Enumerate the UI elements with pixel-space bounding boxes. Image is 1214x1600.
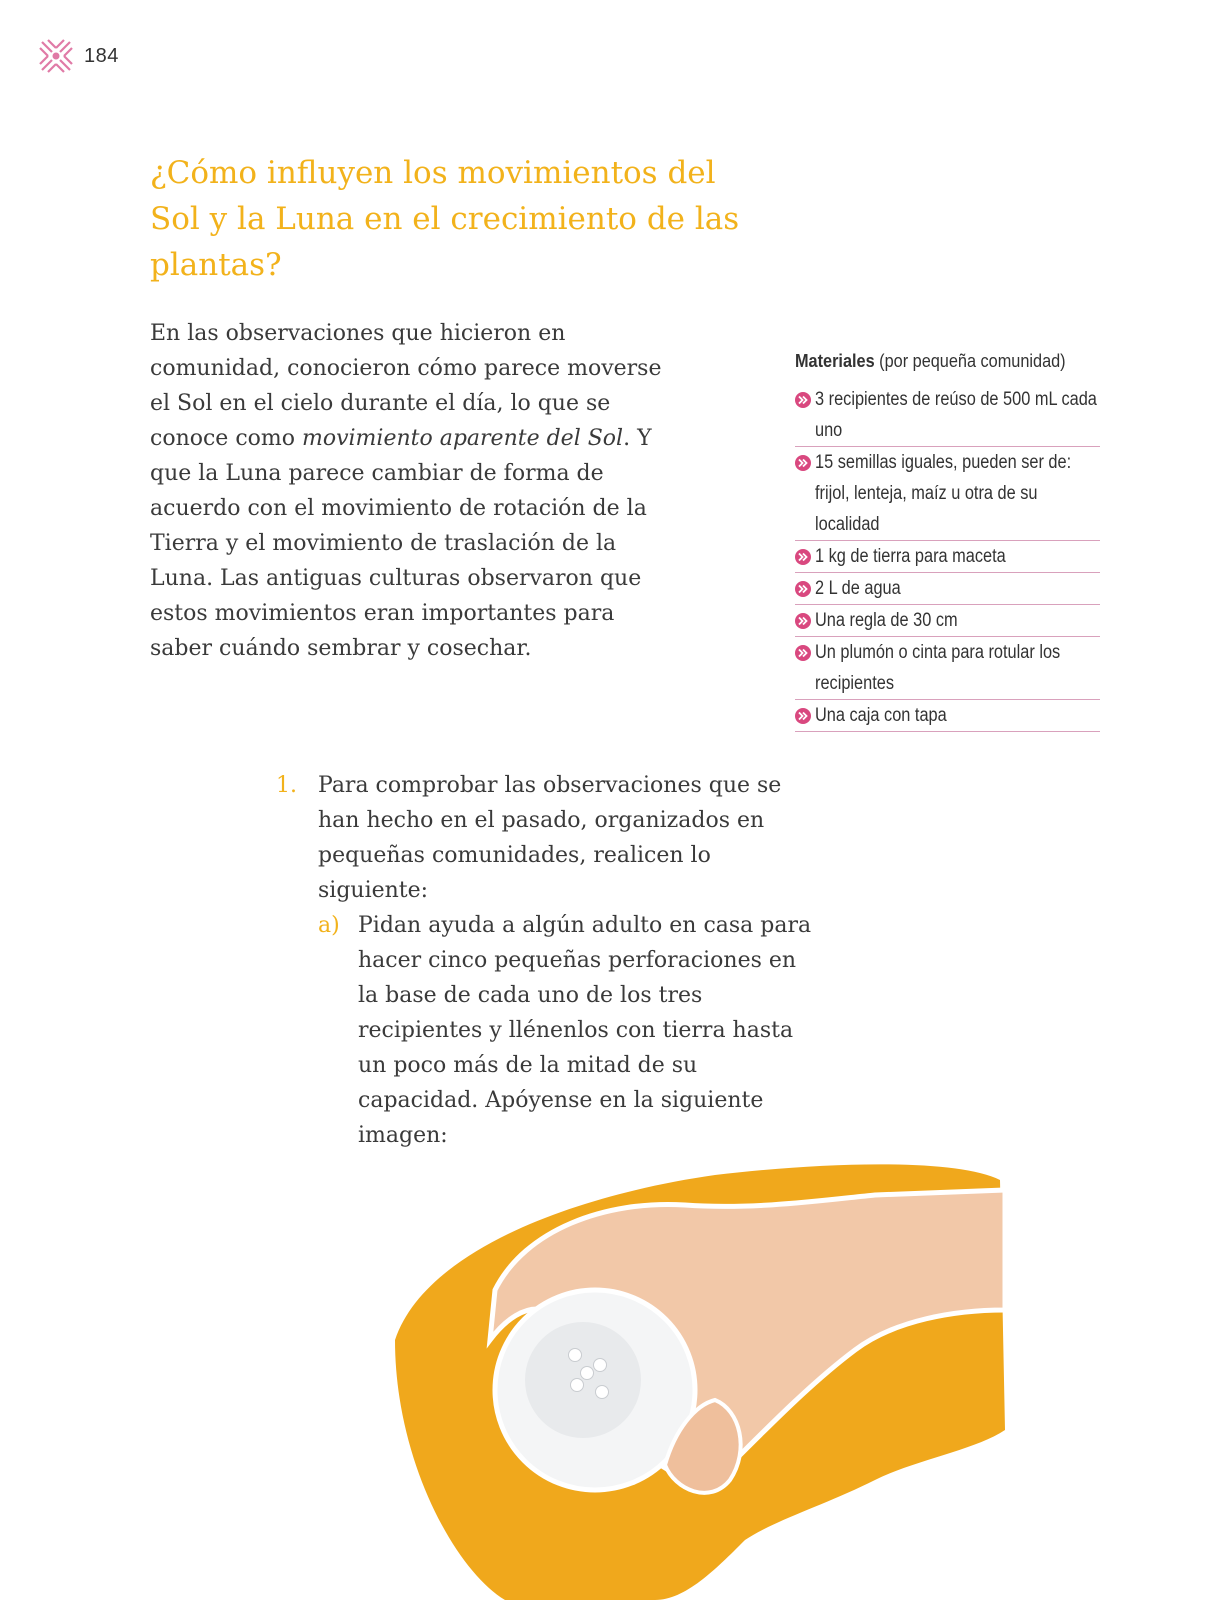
- page-title: ¿Cómo influyen los movimientos del Sol y la Luna en el crecimiento de las plantas?: [150, 155, 740, 283]
- page-header: [38, 38, 119, 74]
- intro-text-start: En las observaciones que hicieron en comunidad, conocieron cómo parece moverse el Sol en el cielo durante el día, lo que se conoce como: [150, 321, 662, 451]
- woven-star-ornament-icon: [38, 38, 74, 74]
- cup-hole: [581, 1367, 594, 1380]
- materials-item: [795, 605, 1100, 637]
- materials-item: [795, 700, 1100, 732]
- intro-paragraph: [150, 316, 670, 666]
- double-chevron-right-icon: [795, 581, 811, 597]
- double-chevron-right-icon: [795, 455, 811, 471]
- double-chevron-right-icon: [795, 392, 811, 408]
- materials-item-text: Una regla de 30 cm: [815, 610, 958, 631]
- materials-item-text: 15 semillas iguales, pueden ser de: frijol, lenteja, maíz u otra de su localidad: [815, 452, 1072, 535]
- materials-item-text: Un plumón o cinta para rotular los recipientes: [815, 642, 1061, 694]
- materials-item: [795, 573, 1100, 605]
- materials-subtitle: (por pequeña comunidad): [879, 350, 1066, 371]
- materials-item: [795, 384, 1100, 447]
- materials-item: [795, 447, 1100, 541]
- step-text: Para comprobar las observaciones que se han hecho en el pasado, organizados en pequeñas comunidades, realicen lo siguiente:: [318, 773, 782, 903]
- hand-holding-cup-illustration: [355, 1160, 1015, 1600]
- substep-letter: a): [318, 913, 340, 938]
- cup-hole: [571, 1379, 584, 1392]
- substep-a: [318, 908, 836, 1153]
- page-number: 184: [84, 44, 119, 67]
- materials-item-text: 2 L de agua: [815, 578, 901, 599]
- materials-item-text: 1 kg de tierra para maceta: [815, 546, 1006, 567]
- double-chevron-right-icon: [795, 613, 811, 629]
- cup-hole: [569, 1349, 582, 1362]
- intro-text-end: . Y que la Luna parece cambiar de forma de acuerdo con el movimiento de rotación de la Tierra y el movimiento de traslación de la Luna. Las antiguas culturas observaron que estos movimientos eran importantes para saber cuándo sembrar y cosechar.: [150, 426, 652, 661]
- materials-heading: [795, 350, 1066, 372]
- materials-box: [795, 350, 1100, 732]
- materials-item-text: Una caja con tapa: [815, 705, 947, 726]
- cup-hole: [594, 1359, 607, 1372]
- materials-list: [795, 384, 1100, 732]
- double-chevron-right-icon: [795, 708, 811, 724]
- materials-title: Materiales: [795, 350, 875, 371]
- double-chevron-right-icon: [795, 645, 811, 661]
- substep-text: Pidan ayuda a algún adulto en casa para hacer cinco pequeñas perforaciones en la base de cada uno de los tres recipientes y llénenlos con tierra hasta un poco más de la mitad de su capacidad. Apóyense en la siguiente imagen:: [358, 913, 812, 1148]
- step-1: [276, 768, 836, 1153]
- double-chevron-right-icon: [795, 549, 811, 565]
- materials-item: [795, 637, 1100, 700]
- intro-emphasis: movimiento aparente del Sol: [301, 426, 624, 451]
- cup-base: [525, 1322, 641, 1438]
- materials-item-text: 3 recipientes de reúso de 500 mL cada uno: [815, 389, 1097, 441]
- materials-item: [795, 541, 1100, 573]
- cup-hole: [596, 1386, 609, 1399]
- step-number: 1.: [276, 773, 297, 798]
